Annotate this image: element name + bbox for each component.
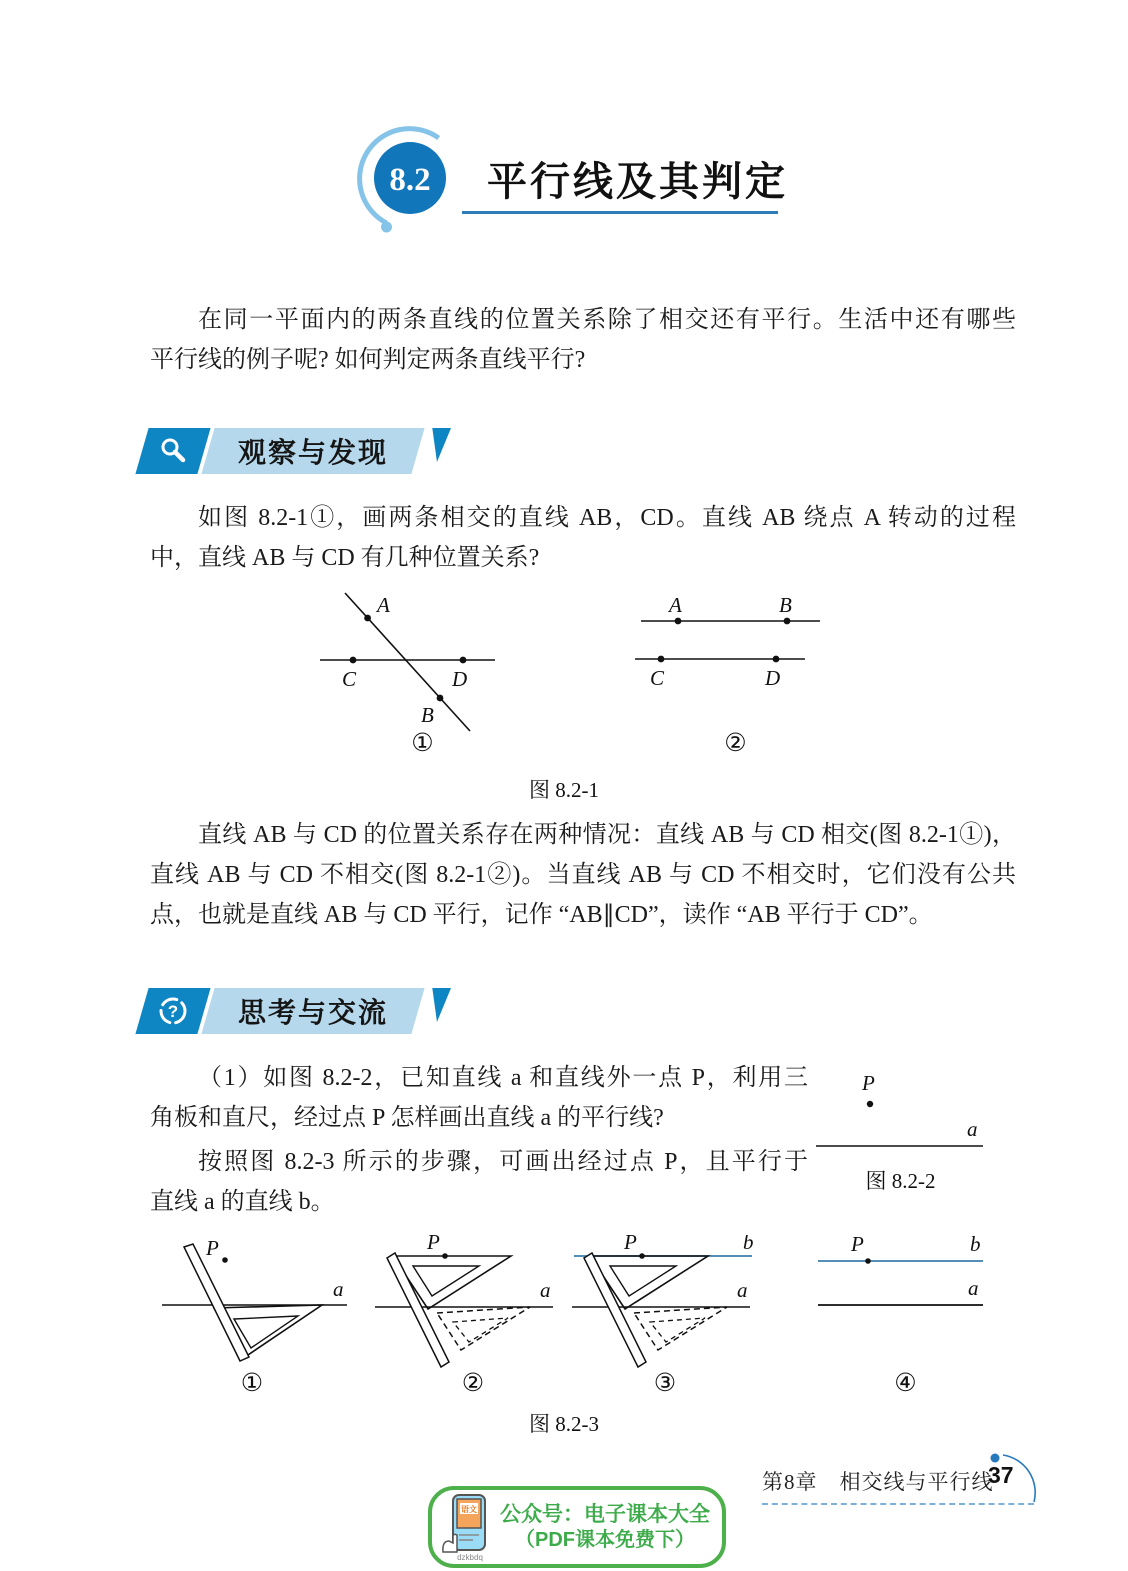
set-square-previous-position xyxy=(437,1307,530,1350)
figure-8-2-3-step4-diagram xyxy=(788,1235,1023,1375)
point-P-dot xyxy=(865,1258,871,1264)
point-P-dot xyxy=(222,1257,228,1263)
intro-paragraph xyxy=(150,300,1016,380)
think-p1-line: 角板和直尺，经过点 P 怎样画出直线 a 的平行线? xyxy=(150,1105,664,1131)
think-banner-icon-cell xyxy=(135,988,210,1034)
promo-line-1: 公众号：电子课本大全 xyxy=(500,1503,710,1527)
set-square-hole xyxy=(413,1266,479,1296)
point-D-dot xyxy=(773,656,780,663)
point-A-dot xyxy=(364,615,371,622)
figure-8-2-1-intersecting-lines-diagram xyxy=(285,588,560,738)
label-A: A xyxy=(377,593,390,617)
label-a: a xyxy=(540,1278,551,1302)
banner-end-cap xyxy=(425,988,451,1022)
intro-line: 在同一平面内的两条直线的位置关系除了相交还有平行。生活中还有哪些 xyxy=(198,307,1016,333)
label-C: C xyxy=(650,666,665,690)
figure-8-2-1-caption: 图 8.2-1 xyxy=(529,778,599,802)
label-a: a xyxy=(968,1276,979,1300)
observe-p2-line: 直线 AB 与 CD 的位置关系存在两种情况：直线 AB 与 CD 相交(图 8.2-1①)， xyxy=(198,822,1016,848)
observe-banner-icon-cell xyxy=(135,428,210,474)
label-P: P xyxy=(851,1235,864,1256)
observe-banner xyxy=(142,428,451,474)
footer-arc-dot xyxy=(991,1454,1000,1463)
observe-p1-line: 如图 8.2-1①，画两条相交的直线 AB，CD。直线 AB 绕点 A 转动的过程 xyxy=(198,505,1016,531)
label-D: D xyxy=(765,666,781,690)
straightedge-ruler xyxy=(387,1253,449,1367)
label-a: a xyxy=(333,1277,344,1301)
promo-badge xyxy=(428,1486,726,1568)
figure-sub-number-1: ① xyxy=(411,730,434,757)
svg-text:?: ? xyxy=(167,1002,179,1021)
think-banner-label-cell xyxy=(201,988,424,1034)
step-number-3: ③ xyxy=(653,1370,677,1397)
line-AB xyxy=(345,593,470,731)
label-b: b xyxy=(970,1235,981,1256)
footer-arc-ornament xyxy=(980,1448,1044,1508)
observe-paragraph-1 xyxy=(150,498,1016,578)
point-C-dot xyxy=(350,657,357,664)
badge-arc-dot xyxy=(381,222,392,233)
magnifier-icon xyxy=(158,436,188,466)
label-P: P xyxy=(427,1235,440,1254)
step-number-1: ① xyxy=(240,1370,264,1397)
figure-8-2-2-diagram xyxy=(808,1062,993,1162)
observe-p2-line: 点，也就是直线 AB 与 CD 平行，记作 “AB∥CD”，读作 “AB 平行于 CD”。 xyxy=(150,902,933,928)
promo-line-2: （PDF课本免费下） xyxy=(515,1528,695,1551)
point-P-dot xyxy=(639,1253,645,1259)
hand-shape xyxy=(443,1534,457,1552)
label-B: B xyxy=(421,703,434,727)
question-circle-icon xyxy=(157,995,189,1027)
label-b: b xyxy=(743,1235,754,1254)
label-C: C xyxy=(342,667,357,691)
label-P: P xyxy=(862,1071,875,1095)
icon-book-label: 语文 xyxy=(461,1505,477,1514)
ebook-phone-icon xyxy=(440,1492,494,1562)
think-p2-line: 直线 a 的直线 b。 xyxy=(150,1189,335,1215)
think-banner xyxy=(142,988,451,1034)
straightedge-ruler xyxy=(184,1244,249,1361)
point-B-dot xyxy=(784,618,791,625)
think-banner-label: 思考与交流 xyxy=(238,997,389,1028)
page-title: 平行线及其判定 xyxy=(487,160,788,204)
observe-paragraph-2 xyxy=(150,815,1016,935)
figure-sub-number-2: ② xyxy=(724,730,747,757)
think-p1-line: （1）如图 8.2-2，已知直线 a 和直线外一点 P，利用三 xyxy=(198,1065,808,1091)
point-P-dot xyxy=(867,1101,873,1107)
section-number-badge xyxy=(352,124,478,250)
observe-banner-label: 观察与发现 xyxy=(238,437,389,468)
label-D: D xyxy=(452,667,468,691)
label-B: B xyxy=(779,593,792,617)
point-B-dot xyxy=(437,695,444,702)
figure-8-2-3-step1-diagram xyxy=(152,1235,387,1375)
set-square-previous-position xyxy=(634,1307,727,1350)
label-a: a xyxy=(737,1278,748,1302)
figure-8-2-2-caption: 图 8.2-2 xyxy=(865,1169,936,1193)
banner-end-cap xyxy=(425,428,451,462)
title-underline xyxy=(462,211,778,214)
footer-page-number: 37 xyxy=(988,1462,1014,1488)
point-A-dot xyxy=(675,618,682,625)
point-P-dot xyxy=(442,1253,448,1259)
footer-arc-curve xyxy=(1003,1455,1035,1502)
observe-p1-line: 中，直线 AB 与 CD 有几种位置关系? xyxy=(150,545,540,571)
point-D-dot xyxy=(460,657,467,664)
intro-line: 平行线的例子呢? 如何判定两条直线平行? xyxy=(150,347,586,373)
observe-banner-label-cell xyxy=(201,428,424,474)
label-P: P xyxy=(206,1236,219,1260)
footer-chapter-title: 第8章 相交线与平行线 xyxy=(762,1470,994,1494)
point-C-dot xyxy=(658,656,665,663)
think-p2-line: 按照图 8.2-3 所示的步骤，可画出经过点 P，且平行于 xyxy=(198,1149,808,1175)
figure-8-2-3-caption: 图 8.2-3 xyxy=(529,1412,599,1436)
section-number: 8.2 xyxy=(389,162,431,198)
think-paragraph-2 xyxy=(150,1142,808,1222)
label-A: A xyxy=(669,593,682,617)
figure-8-2-3-step3-diagram xyxy=(570,1235,805,1375)
set-square-hole xyxy=(610,1266,676,1296)
figure-8-2-1-parallel-lines-diagram xyxy=(598,588,873,738)
observe-p2-line: 直线 AB 与 CD 不相交(图 8.2-1②)。当直线 AB 与 CD 不相交时，它们没有公共 xyxy=(150,862,1016,888)
promo-text xyxy=(500,1502,710,1551)
label-a: a xyxy=(967,1117,978,1141)
straightedge-ruler xyxy=(584,1253,646,1367)
label-P: P xyxy=(624,1235,637,1254)
icon-caption: dzkbdq xyxy=(457,1553,483,1562)
step-number-4: ④ xyxy=(894,1370,917,1397)
think-paragraph-1 xyxy=(150,1058,808,1138)
step-number-2: ② xyxy=(461,1370,485,1397)
